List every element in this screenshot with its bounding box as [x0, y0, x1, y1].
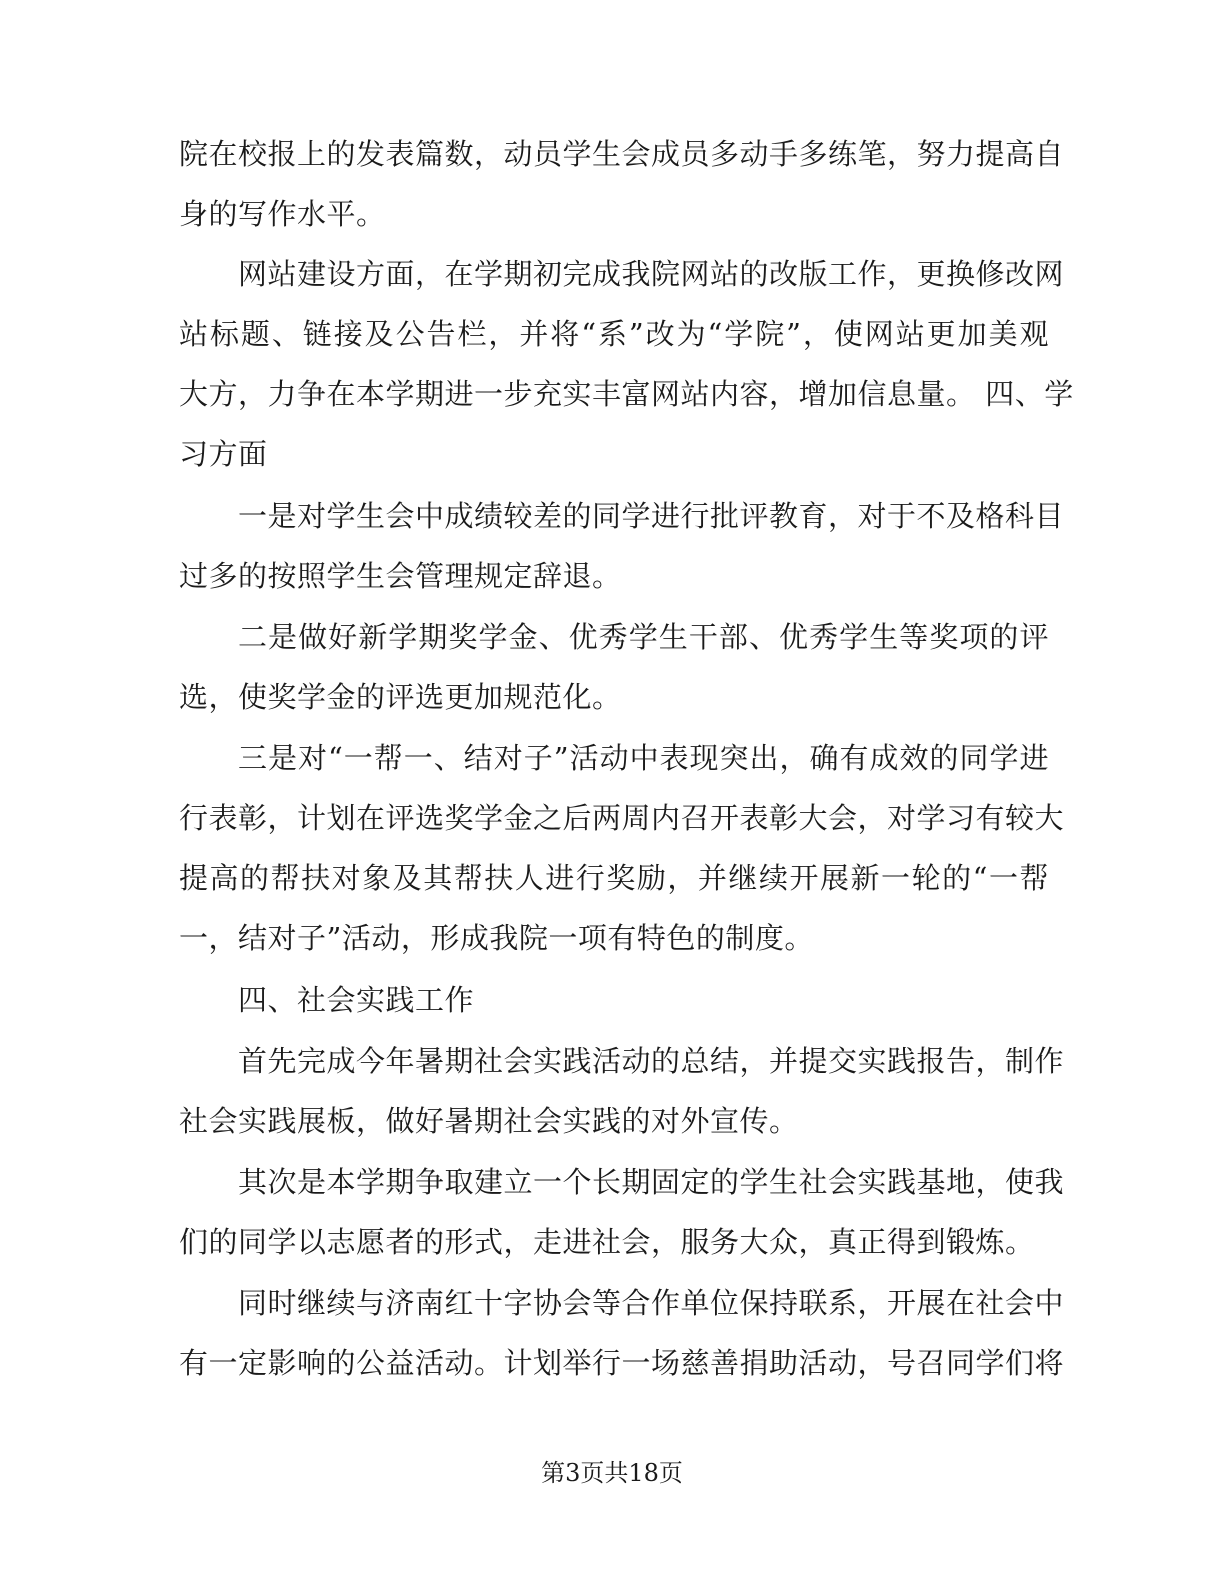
- paragraph-4-line-1: 行表彰，计划在评选奖学金之后两周内召开表彰大会，对学习有较大: [179, 801, 1065, 835]
- paragraph-2-line-0: 一是对学生会中成绩较差的同学进行批评教育，对于不及格科目: [238, 499, 1065, 533]
- paragraph-8-line-1: 有一定影响的公益活动。计划举行一场慈善捐助活动，号召同学们将: [179, 1346, 1065, 1380]
- paragraph-6-line-1: 社会实践展板，做好暑期社会实践的对外宣传。: [179, 1104, 799, 1138]
- paragraph-6-line-0: 首先完成今年暑期社会实践活动的总结，并提交实践报告，制作: [238, 1044, 1065, 1078]
- paragraph-1-line-3: 习方面: [179, 437, 268, 471]
- page-number-footer: 第3页共18页: [541, 1459, 683, 1487]
- paragraph-1-line-0: 网站建设方面，在学期初完成我院网站的改版工作，更换修改网: [238, 257, 1065, 291]
- paragraph-3-line-1: 选，使奖学金的评选更加规范化。: [179, 680, 622, 714]
- paragraph-4-line-3: 一，结对子”活动，形成我院一项有特色的制度。: [179, 921, 814, 955]
- paragraph-0-line-1: 身的写作水平。: [179, 197, 386, 231]
- paragraph-3-line-0: 二是做好新学期奖学金、优秀学生干部、优秀学生等奖项的评: [238, 620, 1049, 654]
- paragraph-1-line-2: 大方，力争在本学期进一步充实丰富网站内容，增加信息量。 四、学: [179, 377, 1074, 411]
- paragraph-7-line-0: 其次是本学期争取建立一个长期固定的学生社会实践基地，使我: [238, 1165, 1065, 1199]
- paragraph-1-line-1: 站标题、链接及公告栏，并将“系”改为“学院”，使网站更加美观: [179, 317, 1049, 351]
- paragraph-4-line-0: 三是对“一帮一、结对子”活动中表现突出，确有成效的同学进: [238, 741, 1049, 775]
- paragraph-8-line-0: 同时继续与济南红十字协会等合作单位保持联系，开展在社会中: [238, 1286, 1065, 1320]
- paragraph-2-line-1: 过多的按照学生会管理规定辞退。: [179, 559, 622, 593]
- section-heading-social-practice: 四、社会实践工作: [238, 983, 475, 1017]
- paragraph-0-line-0: 院在校报上的发表篇数，动员学生会成员多动手多练笔，努力提高自: [179, 137, 1065, 171]
- paragraph-7-line-1: 们的同学以志愿者的形式，走进社会，服务大众，真正得到锻炼。: [179, 1225, 1035, 1259]
- paragraph-4-line-2: 提高的帮扶对象及其帮扶人进行奖励，并继续开展新一轮的“一帮: [179, 861, 1049, 895]
